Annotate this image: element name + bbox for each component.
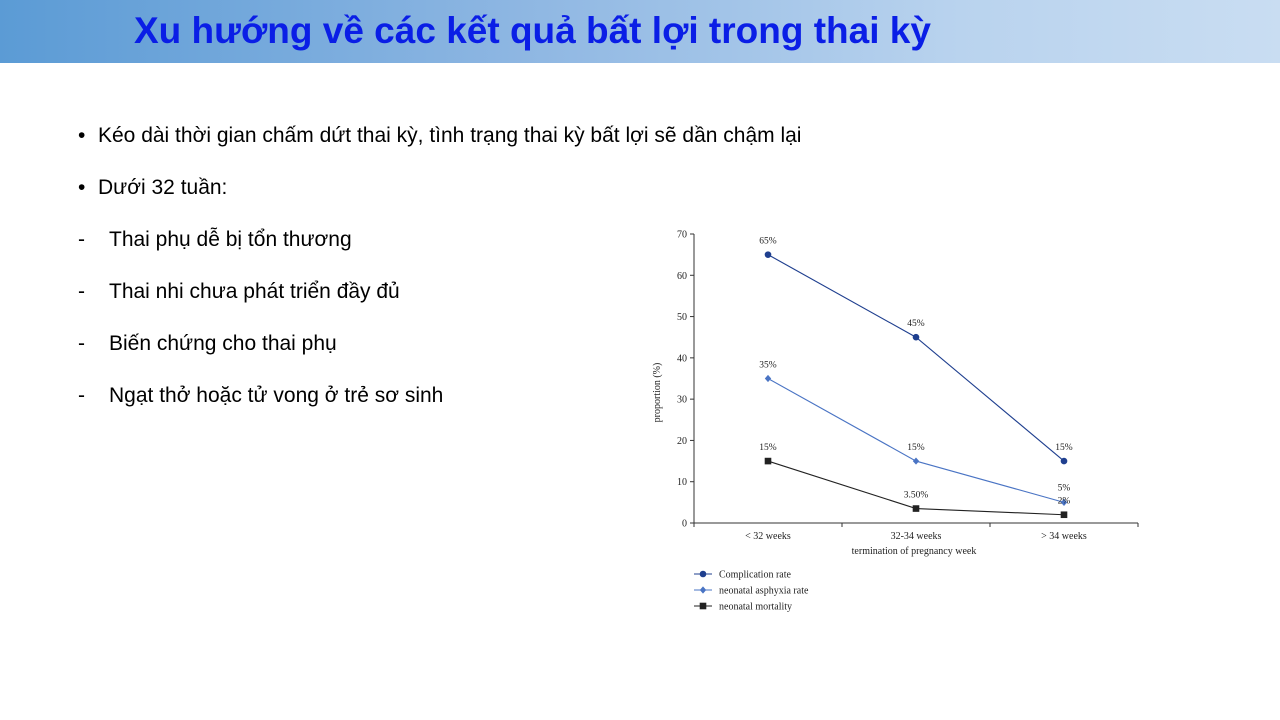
data-label: 65% [759, 236, 777, 247]
data-point-diamond [765, 375, 771, 382]
dash-marker: - [78, 228, 85, 251]
series-line [768, 379, 1064, 503]
bullet-text: Kéo dài thời gian chấm dứt thai kỳ, tình trạng thai kỳ bất lợi sẽ dần chậm lại [98, 124, 802, 147]
slide-title: Xu hướng về các kết quả bất lợi trong thai kỳ [134, 10, 931, 51]
x-tick-label: > 34 weeks [1041, 531, 1087, 542]
data-point-square [913, 505, 920, 512]
bullet-marker: • [78, 176, 86, 199]
series-line [768, 255, 1064, 461]
data-point-circle [765, 251, 772, 258]
dash-text: Ngạt thở hoặc tử vong ở trẻ sơ sinh [109, 384, 444, 407]
data-label: 3.50% [903, 490, 929, 501]
y-tick-label: 70 [677, 229, 687, 241]
data-point-diamond [700, 586, 706, 593]
y-tick-label: 50 [677, 312, 687, 324]
y-axis-label: proportion (%) [652, 362, 663, 423]
bullet-text: Dưới 32 tuần: [98, 176, 228, 199]
data-point-square [765, 458, 772, 465]
dash-marker: - [78, 332, 85, 355]
dash-marker: - [78, 280, 85, 303]
data-point-circle [1061, 458, 1068, 465]
y-tick-label: 20 [677, 435, 687, 447]
data-label: 15% [907, 443, 925, 454]
dash-text: Thai phụ dễ bị tổn thương [109, 228, 352, 251]
data-point-square [700, 603, 707, 610]
x-tick-label: 32-34 weeks [890, 531, 942, 542]
legend-label: neonatal mortality [719, 601, 793, 613]
data-point-circle [913, 334, 920, 341]
y-tick-label: 60 [677, 270, 687, 282]
y-tick-label: 30 [677, 394, 687, 406]
data-label: 35% [759, 360, 777, 371]
data-label: 15% [759, 443, 777, 454]
y-tick-label: 0 [682, 518, 687, 530]
bullet-item [78, 124, 938, 176]
data-label: 2% [1057, 496, 1071, 507]
line-chart [640, 220, 1150, 620]
legend-label: Complication rate [719, 569, 791, 581]
data-label: 45% [907, 319, 925, 330]
dash-text: Thai nhi chưa phát triển đầy đủ [109, 280, 400, 303]
y-tick-label: 40 [677, 353, 687, 365]
chart-svg [640, 220, 1150, 620]
dash-text: Biến chứng cho thai phụ [109, 332, 337, 355]
x-tick-label: < 32 weeks [745, 531, 791, 542]
legend-label: neonatal asphyxia rate [719, 585, 809, 597]
bullet-marker: • [78, 124, 86, 147]
y-tick-label: 10 [677, 477, 687, 489]
data-point-diamond [913, 457, 919, 464]
x-axis-label: termination of pregnancy week [851, 546, 977, 557]
data-label: 15% [1055, 443, 1073, 454]
data-point-square [1061, 511, 1068, 518]
data-label: 5% [1057, 483, 1071, 494]
data-point-circle [700, 571, 707, 578]
dash-marker: - [78, 384, 85, 407]
